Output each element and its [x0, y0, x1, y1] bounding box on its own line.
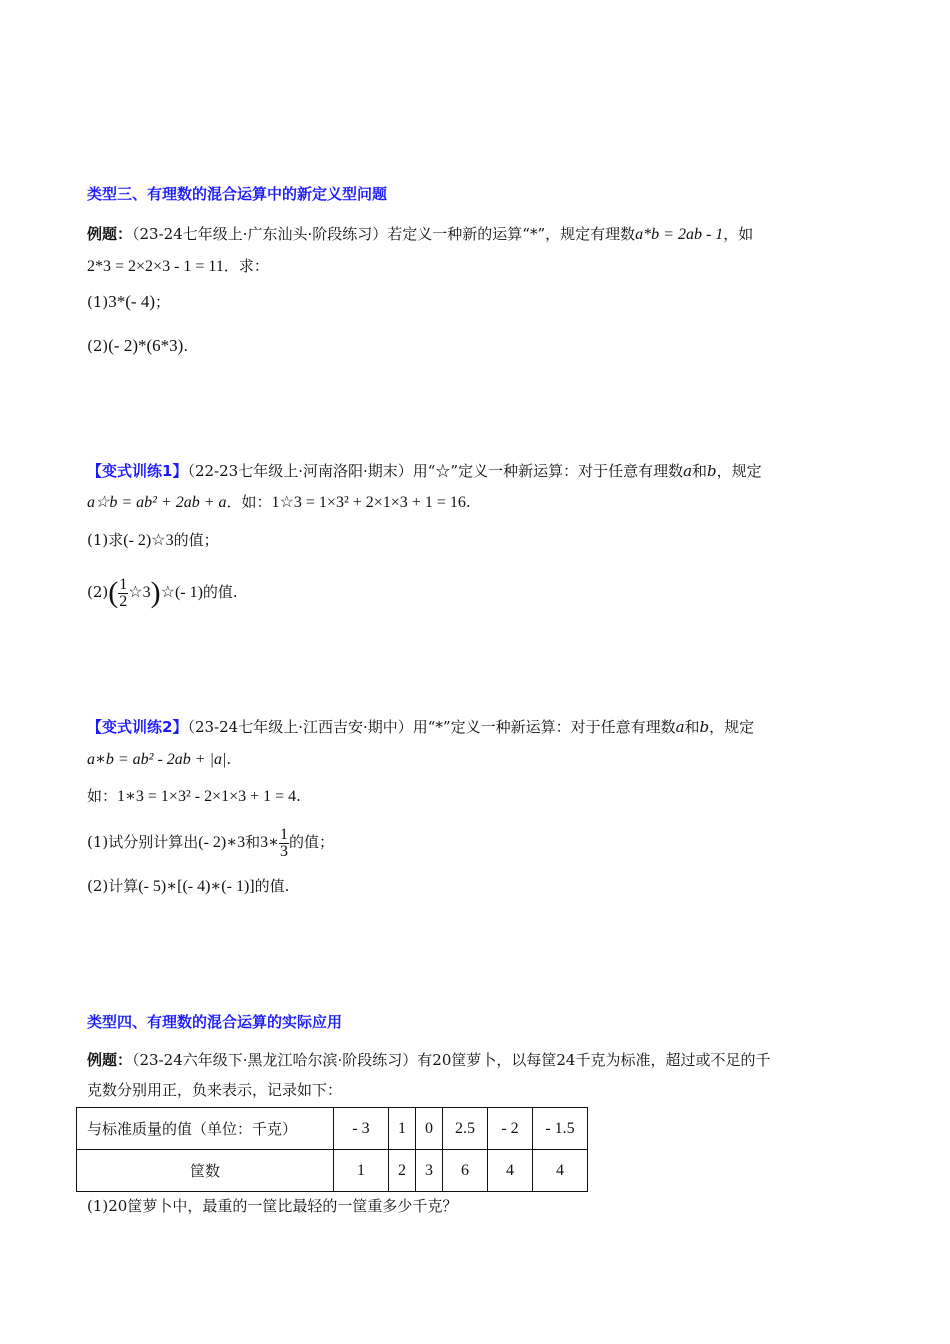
table-cell: - 2 [488, 1108, 533, 1150]
weight-record-table [76, 1107, 588, 1192]
example-4-statement-line-1: 例题：（23-24六年级下·黑龙江哈尔滨·阶段练习）有20筐萝卜，以每筐24千克为标准，超过或不足的千 [87, 1051, 771, 1069]
variant-2-label: 【变式训练2】 [87, 718, 188, 736]
example-3-question-2: (2)(- 2)*(6*3). [87, 336, 189, 355]
table-cell: 0 [416, 1108, 443, 1150]
example-label: 例题： [87, 1051, 133, 1069]
variant-1-question-1: (1)求(- 2)☆3的值； [87, 531, 219, 549]
variant-2-instance: 如：1∗3 = 1×3² - 2×1×3 + 1 = 4. [87, 787, 301, 805]
example-4-statement-line-2: 克数分别用正，负来表示，记录如下： [87, 1081, 343, 1099]
row-header-deviation: 与标准质量的值（单位：千克） [77, 1108, 334, 1150]
section-3-title: 类型三、有理数的混合运算中的新定义型问题 [87, 185, 388, 203]
variant-1-statement: 【变式训练1】（22-23七年级上·河南洛阳·期末）用“☆”定义一种新运算：对于任意有理数a和b，规定 [87, 462, 762, 480]
table-cell: 2 [389, 1150, 416, 1192]
example-3-question-1: (1)3*(- 4)； [87, 292, 170, 311]
table-cell: 1 [334, 1150, 389, 1192]
variant-1-definition: a☆b = ab² + 2ab + a．如：1☆3 = 1×3² + 2×1×3 + 1 = 16. [87, 493, 471, 511]
table-cell: - 3 [334, 1108, 389, 1150]
example-4-question-1: (1)20筐萝卜中，最重的一筐比最轻的一筐重多少千克？ [87, 1197, 458, 1215]
example-label: 例题： [87, 225, 133, 243]
example-3-statement: 例题：（23-24七年级上·广东汕头·阶段练习）若定义一种新的运算“*”，规定有理数a*b = 2ab - 1，如 [87, 225, 754, 243]
example-3-instance: 2*3 = 2×2×3 - 1 = 11．求： [87, 257, 269, 275]
table-cell: - 1.5 [533, 1108, 588, 1150]
fraction-one-third: $\frac{1}{3}$ [280, 825, 288, 860]
fraction-one-half: $\frac{1}{2}$ [119, 575, 128, 610]
table-cell: 2.5 [443, 1108, 488, 1150]
table-row [77, 1108, 588, 1150]
table-cell: 1 [389, 1108, 416, 1150]
table-row [77, 1150, 588, 1192]
variant-2-question-2: (2)计算(- 5)∗[(- 4)∗(- 1)]的值. [87, 877, 290, 895]
variant-1-question-2: (2)( $\frac{1}{2}$ ☆3)☆(- 1)的值. [87, 575, 238, 610]
variant-2-statement: 【变式训练2】（23-24七年级上·江西吉安·期中）用“*”定义一种新运算：对于任意有理数a和b，规定 [87, 718, 755, 736]
table-cell: 4 [533, 1150, 588, 1192]
variant-2-definition: a∗b = ab² - 2ab + |a|. [87, 750, 232, 768]
table-cell: 4 [488, 1150, 533, 1192]
table-cell: 3 [416, 1150, 443, 1192]
variant-1-label: 【变式训练1】 [87, 462, 188, 480]
row-header-basket-count: 筐数 [77, 1150, 334, 1192]
variant-2-question-1: (1)试分别计算出(- 2)∗3和3∗ $\frac{1}{3}$ 的值； [87, 825, 335, 860]
section-4-title: 类型四、有理数的混合运算的实际应用 [87, 1013, 343, 1031]
table-cell: 6 [443, 1150, 488, 1192]
definition-formula: a*b = 2ab - 1 [635, 226, 724, 243]
